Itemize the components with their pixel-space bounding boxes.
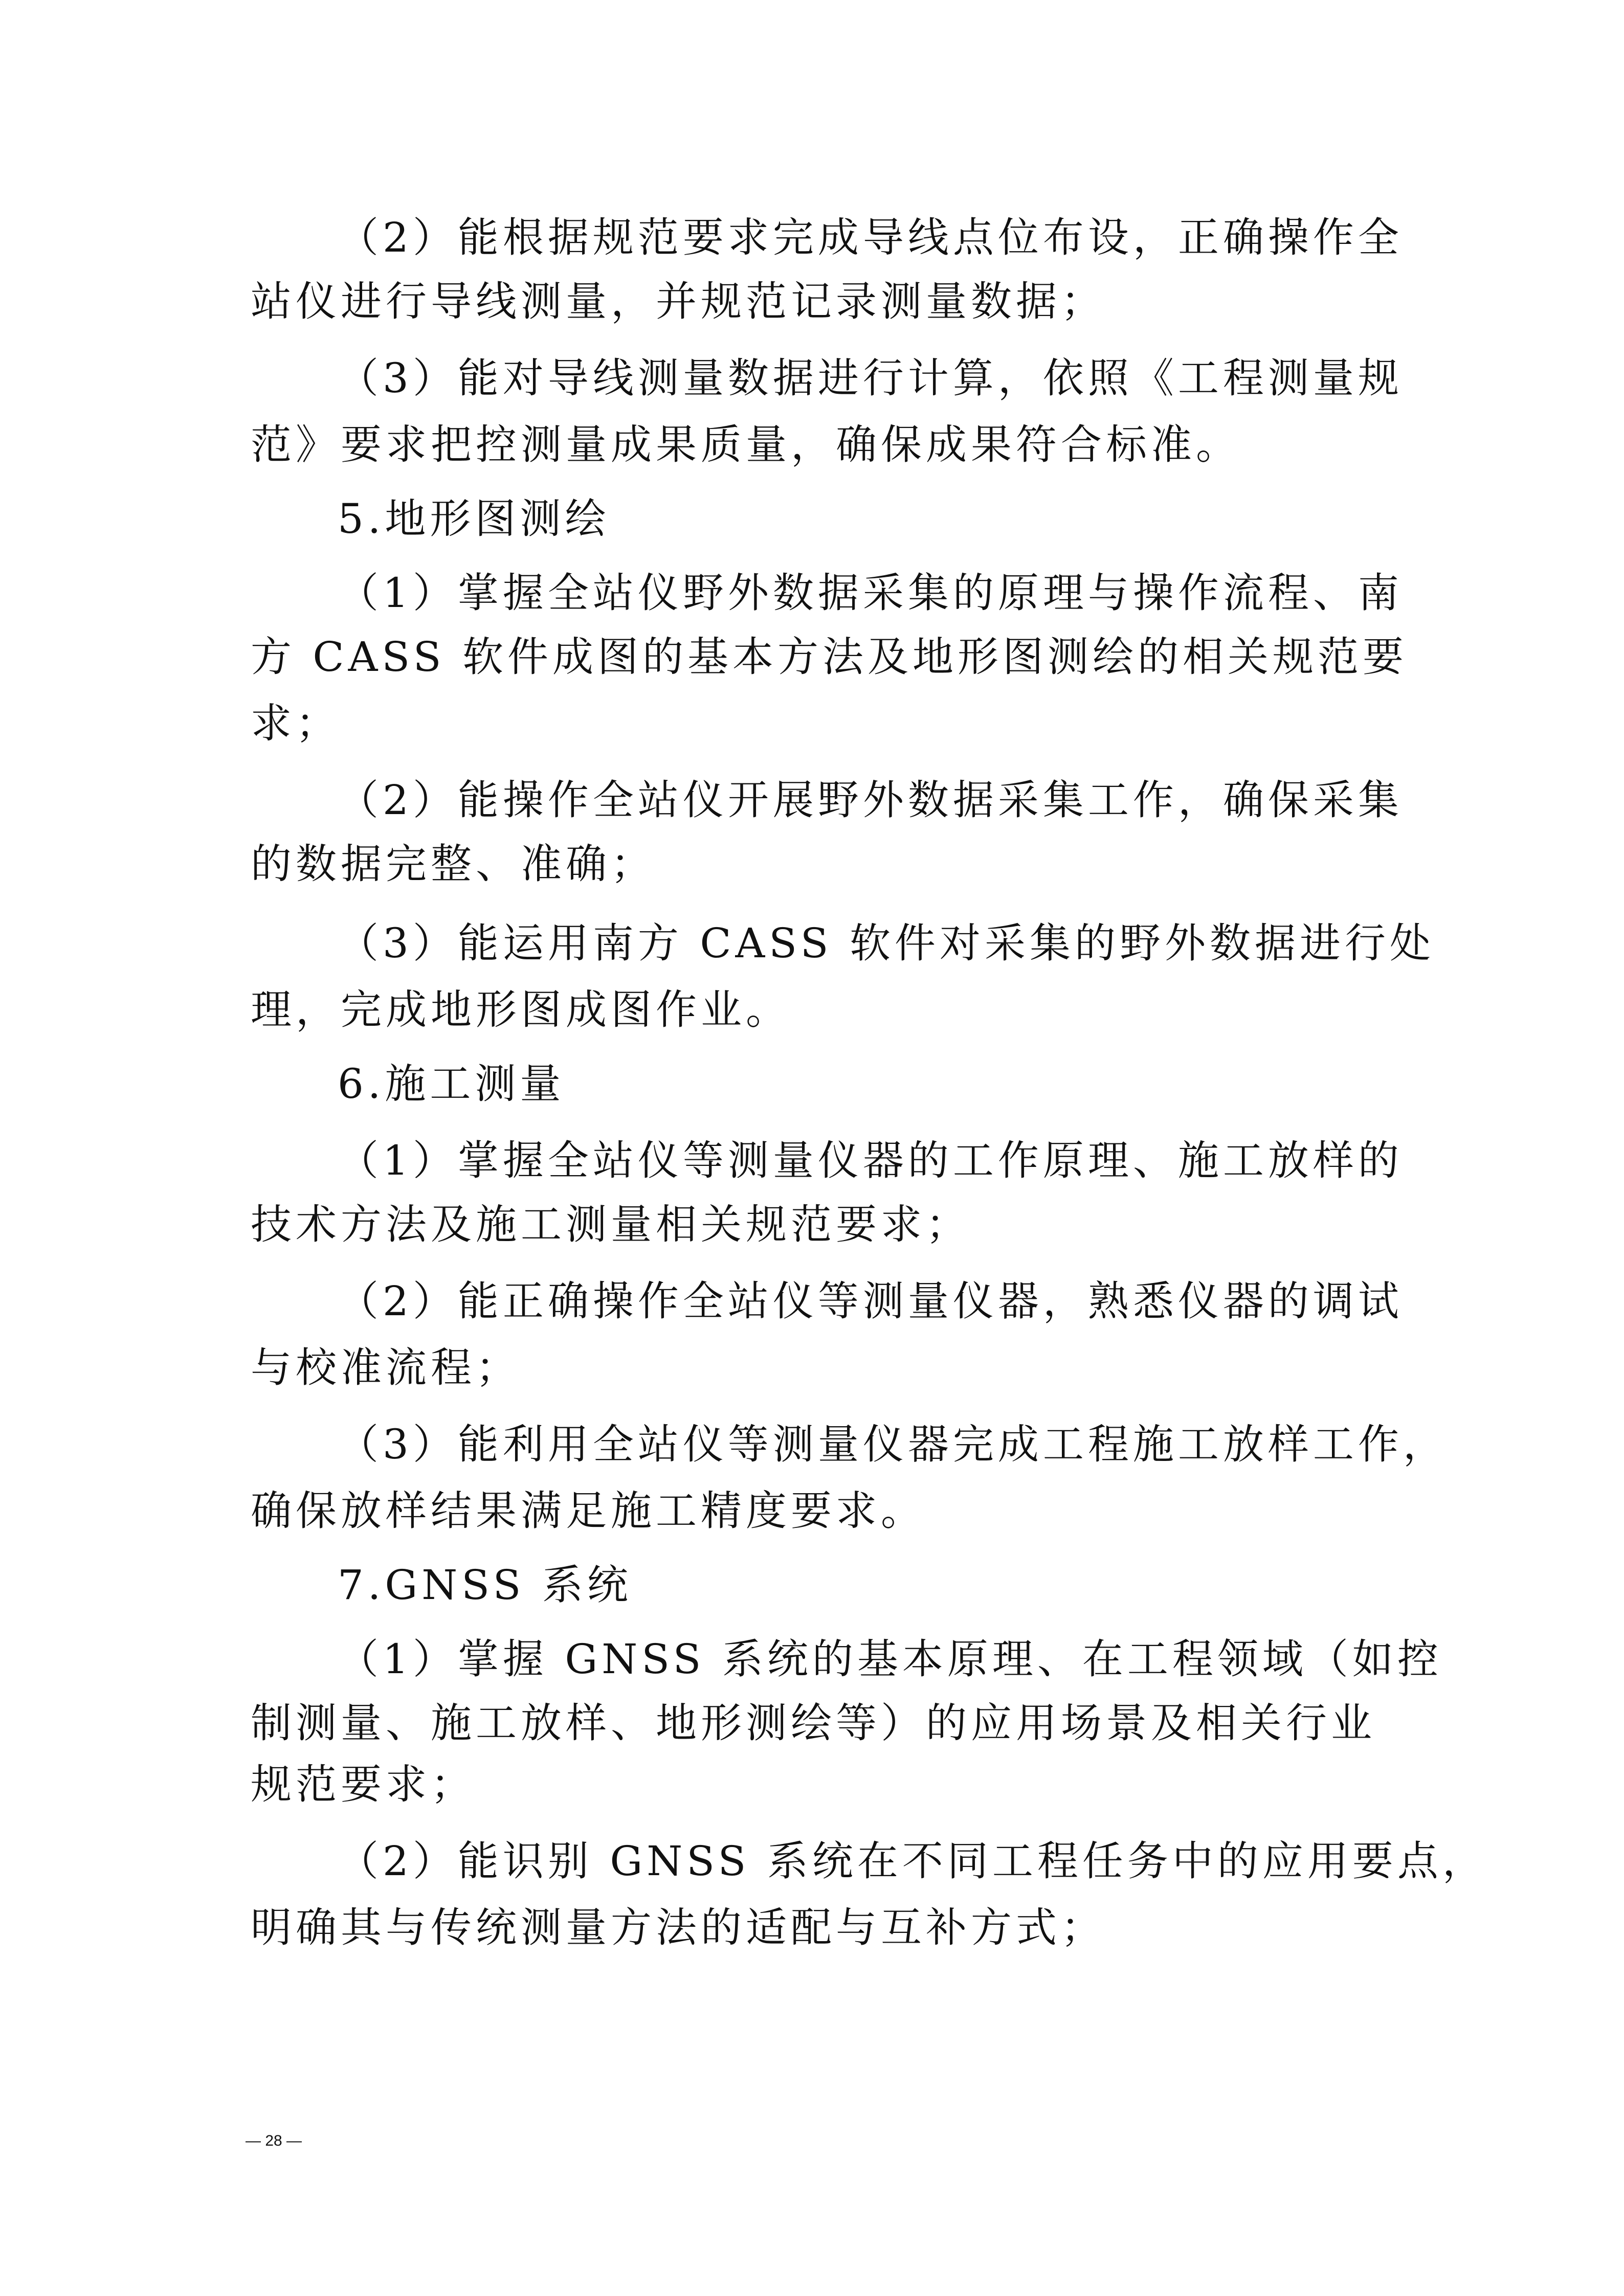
text-line: 5.地形图测绘 [338,495,610,543]
text-line: （3）能对导线测量数据进行计算，依照《工程测量规 [338,354,1403,402]
text-line: （1）掌握全站仪野外数据采集的原理与操作流程、南 [338,569,1403,617]
text-line: （1）掌握全站仪等测量仪器的工作原理、施工放样的 [338,1137,1403,1184]
text-line: 的数据完整、准确； [251,840,656,888]
page-number: — 28 — [246,2132,302,2149]
text-line: 6.施工测量 [338,1060,565,1108]
text-line: 确保放样结果满足施工精度要求。 [251,1487,926,1535]
text-line: （2）能识别 GNSS 系统在不同工程任务中的应用要点， [338,1837,1487,1885]
text-line: 方 CASS 软件成图的基本方法及地形图测绘的相关规范要 [251,633,1408,681]
text-line: （2）能操作全站仪开展野外数据采集工作，确保采集 [338,776,1403,824]
text-line: 理，完成地形图成图作业。 [251,986,791,1033]
text-line: 技术方法及施工测量相关规范要求； [251,1201,971,1248]
text-line: 站仪进行导线测量，并规范记录测量数据； [251,278,1106,325]
text-line: 明确其与传统测量方法的适配与互补方式； [251,1904,1106,1951]
text-line: （1）掌握 GNSS 系统的基本原理、在工程领域（如控 [338,1635,1442,1683]
text-line: 制测量、施工放样、地形测绘等）的应用场景及相关行业 [251,1699,1376,1747]
text-line: 范》要求把控测量成果质量，确保成果符合标准。 [251,421,1241,468]
text-line: （3）能利用全站仪等测量仪器完成工程施工放样工作， [338,1421,1448,1468]
text-line: （3）能运用南方 CASS 软件对采集的野外数据进行处 [338,919,1435,967]
text-line: （2）能根据规范要求完成导线点位布设，正确操作全 [338,214,1403,261]
text-line: 规范要求； [251,1761,476,1808]
text-line: 7.GNSS 系统 [338,1561,632,1609]
text-line: 与校准流程； [251,1344,521,1391]
text-line: 求； [251,700,341,747]
text-line: （2）能正确操作全站仪等测量仪器，熟悉仪器的调试 [338,1277,1403,1325]
